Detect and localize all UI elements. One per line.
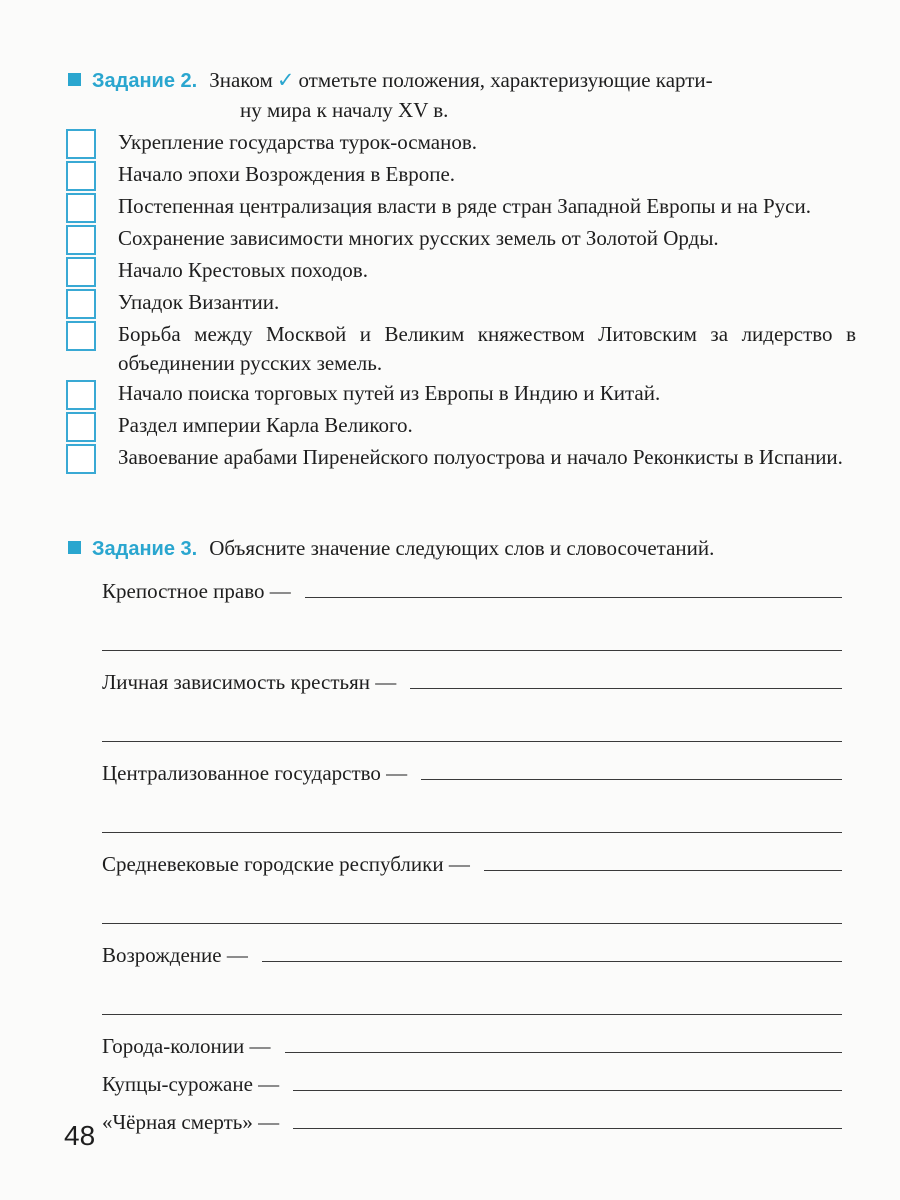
checklist-item-text: Начало Крестовых походов. (118, 258, 368, 282)
task2-instruction-line1: отметьте положения, характеризующие карти- (298, 68, 713, 92)
answer-line[interactable] (262, 961, 842, 962)
task2-label: Задание 2. (92, 70, 198, 92)
checkbox[interactable] (66, 225, 96, 255)
task2-checklist (66, 128, 856, 475)
answer-line[interactable] (421, 779, 842, 780)
answer-line[interactable] (102, 604, 842, 651)
answer-line[interactable] (285, 1052, 843, 1053)
term-label: Купцы-сурожане — (102, 1072, 280, 1096)
term-label: Возрождение — (102, 943, 248, 967)
page-number: 48 (64, 1120, 96, 1151)
answer-line[interactable] (102, 786, 842, 833)
task3-instruction: Объясните значение следующих слов и словосочетаний. (209, 536, 715, 560)
checkbox[interactable] (66, 412, 96, 442)
square-bullet-icon (68, 541, 81, 554)
answer-line[interactable] (293, 1128, 842, 1129)
checkbox[interactable] (66, 257, 96, 287)
checklist-item-text: Начало эпохи Возрождения в Европе. (118, 162, 456, 186)
term-row (102, 930, 842, 968)
answer-line[interactable] (484, 870, 842, 871)
checklist-item (66, 288, 856, 319)
task3-label: Задание 3. (92, 538, 198, 560)
checkbox[interactable] (66, 321, 96, 351)
term-row (102, 839, 842, 877)
answer-line[interactable] (102, 968, 842, 1015)
term-row (102, 657, 842, 695)
answer-line[interactable] (102, 877, 842, 924)
checklist-item (66, 224, 856, 255)
checklist-item-text: Упадок Византии. (118, 290, 280, 314)
checklist-item (66, 128, 856, 159)
term-label: Крепостное право — (102, 579, 291, 603)
checklist-item-text: Укрепление государства турок-османов. (118, 130, 477, 154)
term-label: Города-колонии — (102, 1034, 271, 1058)
term-row (102, 1097, 842, 1135)
checklist-item-text: Борьба между Москвой и Великим княжеством Литовским за лидерство в объединении русских земель. (118, 322, 856, 375)
checklist-item-text: Завоевание арабами Пиренейского полуострова и начало Реконкисты в Испании. (118, 445, 843, 469)
task3-header (68, 534, 858, 564)
answer-line[interactable] (410, 688, 842, 689)
checkbox[interactable] (66, 444, 96, 474)
checklist-item (66, 256, 856, 287)
checkbox[interactable] (66, 380, 96, 410)
checklist-item (66, 379, 856, 410)
square-bullet-icon (68, 73, 81, 86)
answer-line[interactable] (293, 1090, 842, 1091)
term-label: Централизованное государство — (102, 761, 408, 785)
checklist-item (66, 443, 856, 474)
checklist-item (66, 192, 856, 223)
checklist-item-text: Постепенная централизация власти в ряде стран Западной Европы и на Руси. (118, 194, 811, 218)
checkbox[interactable] (66, 193, 96, 223)
checklist-item (66, 160, 856, 191)
term-label: Личная зависимость крестьян — (102, 670, 397, 694)
term-label: «Чёрная смерть» — (102, 1110, 280, 1134)
checkbox[interactable] (66, 129, 96, 159)
checklist-item (66, 320, 856, 378)
term-row (102, 1059, 842, 1097)
task2-header (68, 66, 858, 125)
term-row (102, 748, 842, 786)
task2-intro: Знаком (209, 68, 273, 92)
term-row (102, 1021, 842, 1059)
checkmark-icon: ✓ (276, 68, 295, 92)
checkbox[interactable] (66, 289, 96, 319)
term-label: Средневековые городские республики — (102, 852, 470, 876)
answer-line[interactable] (102, 695, 842, 742)
checklist-item-text: Сохранение зависимости многих русских земель от Золотой Орды. (118, 226, 719, 250)
checklist-item-text: Раздел империи Карла Великого. (118, 413, 413, 437)
task3-terms (102, 566, 842, 1135)
checkbox[interactable] (66, 161, 96, 191)
task2-instruction-line2: ну мира к началу XV в. (240, 98, 449, 122)
answer-line[interactable] (305, 597, 842, 598)
term-row (102, 566, 842, 604)
checklist-item (66, 411, 856, 442)
checklist-item-text: Начало поиска торговых путей из Европы в Индию и Китай. (118, 381, 661, 405)
